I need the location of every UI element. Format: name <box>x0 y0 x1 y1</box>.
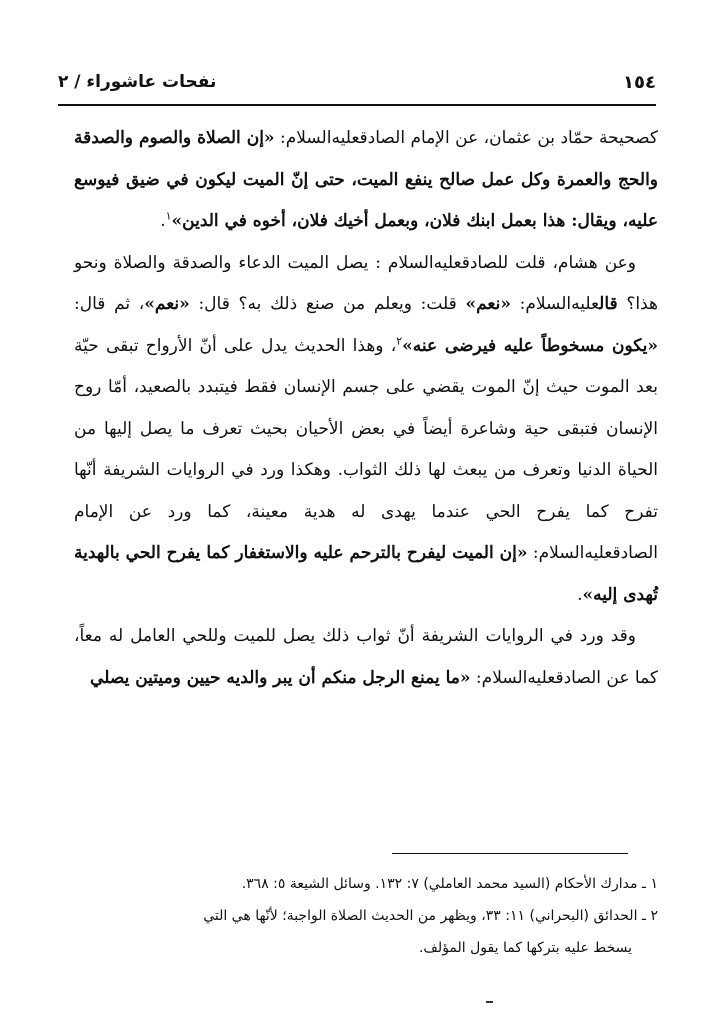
hadith-quote-2: «يكون مسخوطاً عليه فيرضى عنه» <box>402 335 658 356</box>
page-number: ١٥٤ <box>623 72 656 93</box>
running-header <box>58 72 656 100</box>
footnote-2: ٢ ـ الحدائق (البحراني) ١١: ٣٣، ويظهر من الحديث الصلاة الواجبة؛ لأنّها هي التي <box>203 908 658 924</box>
paragraph-2-honorific: عليه‌السلام: <box>510 294 600 314</box>
footnote-separator <box>392 853 628 854</box>
paragraph-3 <box>74 616 658 699</box>
paragraph-2-intro: وعن هشام، قلت للصادقعليه‌السلام : يصل الميت الدعاء والصدقة والصلاة ونحو هذا؟ <box>74 252 658 314</box>
paragraph-2-qala: قال <box>599 294 618 314</box>
running-title: نفحات عاشوراء / ٢ <box>58 72 217 92</box>
paragraph-2 <box>74 243 658 617</box>
footnotes <box>74 868 658 964</box>
hadith-quote-4: «ما يمنع الرجل منكم أن يبر والديه حيين وميتين يصلي <box>90 667 471 688</box>
scan-speck <box>486 1001 493 1003</box>
hadith-quote-1: «إن الصلاة والصوم والصدقة والحج والعمرة وكل عمل صالح ينفع الميت، حتى إنّ الميت ليكون في ضيق فيوسع عليه، ويقال: هذا بعمل ابنك فلان، وبعمل أخيك فلان، أخوه في الدين» <box>74 128 658 231</box>
paragraph-2-end: . <box>577 584 583 605</box>
footnote-2-continuation: يسخط عليه بتركها كما يقول المؤلف. <box>418 940 632 956</box>
footnote-1: ١ ـ مدارك الأحكام (السيد محمد العاملي) ٧: ١٣٢. وسائل الشيعة ٥: ٣٦٨. <box>241 876 658 892</box>
paragraph-1-intro: كصحيحة حمّاد بن عثمان، عن الإمام الصادقعليه‌السلام: <box>274 128 658 148</box>
header-rule <box>58 104 656 106</box>
paragraph-2-commentary: ، وهذا الحديث يدل على أنّ الأرواح تبقى حيّة بعد الموت حيث إنّ الموت يقضي على جسم الإنسان فقط فيتبدد بالصعيد، أمّا روح الإنسان فتبقى حية وشاعرة أيضاً في بعض الأحيان بحيث تعرف ما يصل إليها من الحياة الدنيا وتعرف من يبعث لها ذلك الثواب. وهكذا ورد في الروايات الشريفة أنّها تفرح كما يفرح الحي عندما يهدى له هدية معينة، كما ورد عن الإمام الصادقعليه‌السلام: <box>74 335 658 563</box>
answer-yes-1: «نعم» <box>465 294 511 314</box>
answer-yes-2: «نعم» <box>144 294 190 314</box>
main-text <box>74 118 658 699</box>
footnote-ref-1[interactable]: ١ <box>165 209 172 223</box>
paragraph-2-question: قلت: ويعلم من صنع ذلك به؟ قال: <box>189 294 466 314</box>
paragraph-2-then: ، ثم قال: <box>74 294 145 314</box>
footnote-ref-2[interactable]: ٢ <box>396 333 403 347</box>
paragraph-1-end: . <box>160 211 166 231</box>
paragraph-3-intro: وقد ورد في الروايات الشريفة أنّ ثواب ذلك يصل للميت وللحي العامل له معاً، كما عن الصادقعليه‌السلام: <box>74 626 658 688</box>
paragraph-1 <box>74 118 658 243</box>
hadith-quote-3: «إن الميت ليفرح بالترحم عليه والاستغفار كما يفرح الحي بالهدية تُهدى إليه» <box>74 543 658 605</box>
